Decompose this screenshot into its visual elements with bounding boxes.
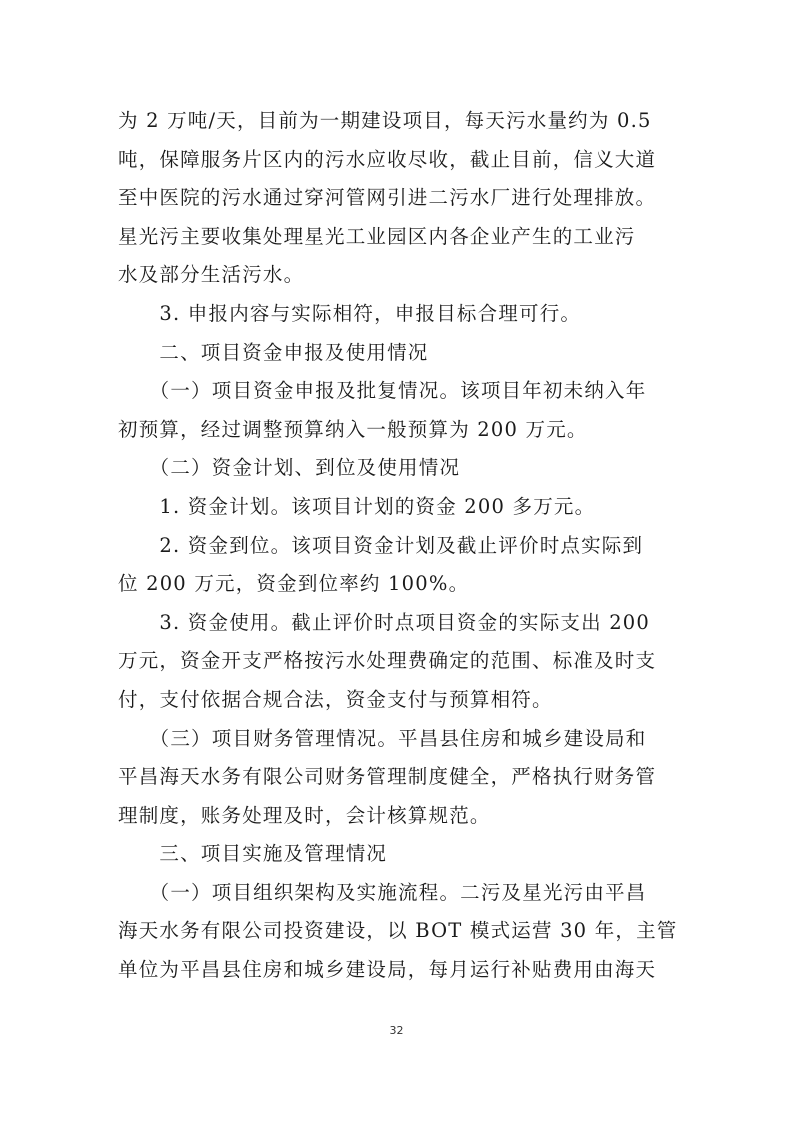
text-line: 初预算，经过调整预算纳入一般预算为 200 万元。 — [118, 417, 588, 441]
text-line: 海天水务有限公司投资建设，以 BOT 模式运营 30 年，主管 — [118, 919, 678, 943]
text-line: （三）项目财务管理情况。平昌县住房和城乡建设局和 — [118, 726, 647, 750]
section-heading: 三、项目实施及管理情况 — [118, 842, 388, 866]
text-line: 1. 资金计划。该项目计划的资金 200 多万元。 — [118, 494, 596, 518]
text-line: 2. 资金到位。该项目资金计划及截止评价时点实际到 — [118, 533, 644, 557]
text-line: （一）项目组织架构及实施流程。二污及星光污由平昌 — [118, 880, 647, 904]
text-line: 为 2 万吨/天，目前为一期建设项目，每天污水量约为 0.5 — [118, 109, 652, 132]
text-line: （一）项目资金申报及批复情况。该项目年初未纳入年 — [118, 379, 647, 403]
text-line: 位 200 万元，资金到位率约 100%。 — [118, 572, 470, 596]
text-line: 至中医院的污水通过穿河管网引进二污水厂进行处理排放。 — [118, 186, 657, 210]
section-heading: 二、项目资金申报及使用情况 — [118, 340, 429, 364]
text-line: 3. 申报内容与实际相符，申报目标合理可行。 — [118, 301, 582, 325]
text-line: 水及部分生活污水。 — [118, 263, 305, 287]
text-line: 平昌海天水务有限公司财务管理制度健全，严格执行财务管 — [118, 765, 657, 789]
text-line: 3. 资金使用。截止评价时点项目资金的实际支出 200 — [118, 610, 651, 634]
text-line: 单位为平昌县住房和城乡建设局，每月运行补贴费用由海天 — [118, 958, 657, 982]
subsection-heading: （二）资金计划、到位及使用情况 — [118, 456, 461, 480]
page-number: 32 — [389, 1024, 404, 1037]
text-line: 理制度，账务处理及时，会计核算规范。 — [118, 803, 491, 827]
body-text — [118, 102, 678, 990]
text-line: 付，支付依据合规合法，资金支付与预算相符。 — [118, 687, 553, 711]
text-line: 万元，资金开支严格按污水处理费确定的范围、标准及时支 — [118, 649, 657, 673]
text-line: 吨，保障服务片区内的污水应收尽收，截止目前，信义大道 — [118, 147, 657, 171]
text-line: 星光污主要收集处理星光工业园区内各企业产生的工业污 — [118, 224, 636, 248]
